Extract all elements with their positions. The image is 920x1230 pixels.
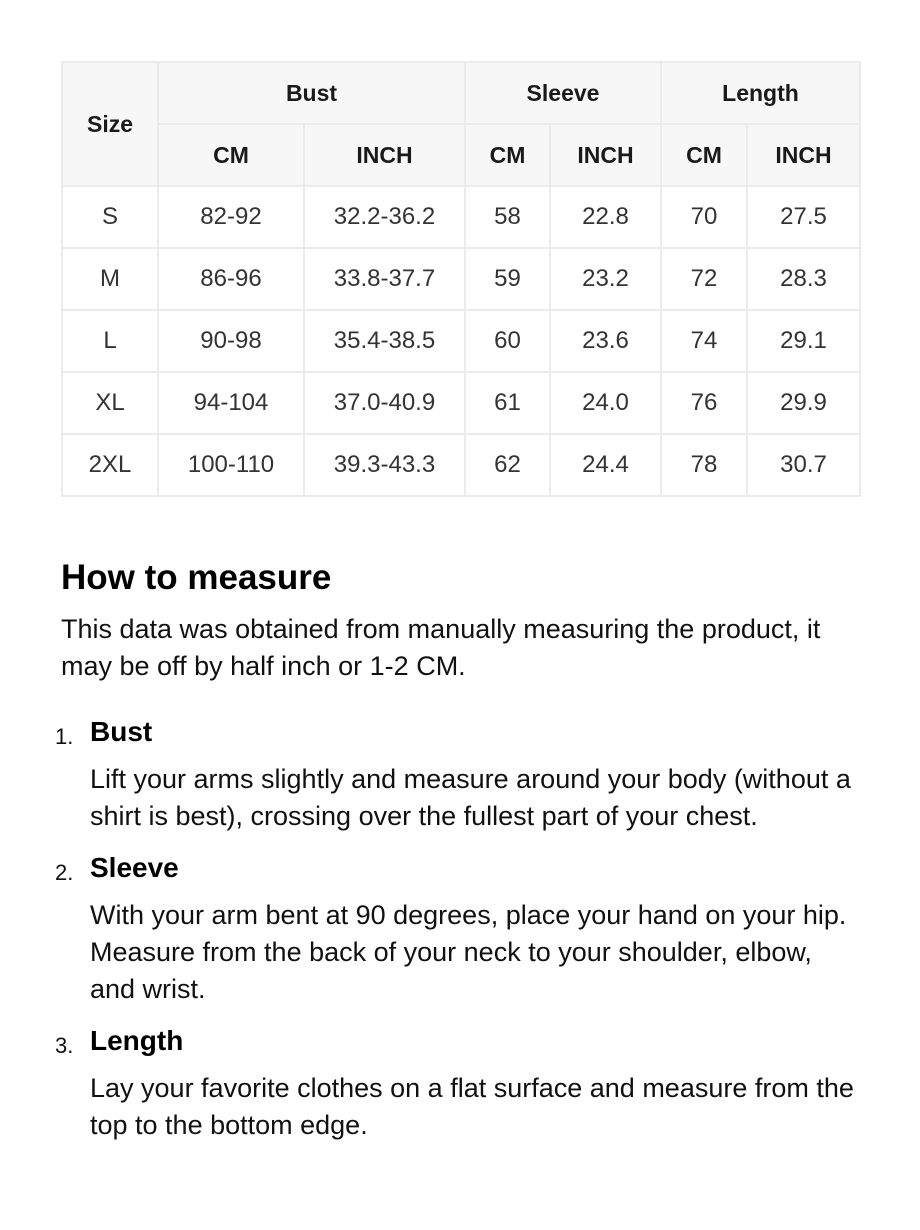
step-sleeve <box>55 851 861 1008</box>
cell-bust-cm: 100-110 <box>158 434 304 496</box>
cell-bust-inch: 39.3-43.3 <box>304 434 465 496</box>
intro-text: This data was obtained from manually measuring the product, it may be off by half inch or 1-2 CM. <box>61 614 821 681</box>
cell-length-cm: 70 <box>661 186 747 248</box>
how-to-measure-section <box>55 555 861 1160</box>
cell-bust-inch: 37.0-40.9 <box>304 372 465 434</box>
cell-bust-cm: 86-96 <box>158 248 304 310</box>
cell-length-inch: 29.9 <box>747 372 860 434</box>
cell-sleeve-inch: 24.0 <box>550 372 661 434</box>
cell-length-cm: 74 <box>661 310 747 372</box>
cell-length-cm: 78 <box>661 434 747 496</box>
step-description: Lay your favorite clothes on a flat surface and measure from the top to the bottom edge. <box>90 1073 854 1140</box>
header-length: Length <box>661 62 860 124</box>
cell-size: XL <box>62 372 158 434</box>
cell-length-cm: 72 <box>661 248 747 310</box>
measure-steps-list <box>55 715 861 1144</box>
cell-sleeve-inch: 22.8 <box>550 186 661 248</box>
cell-bust-inch: 32.2-36.2 <box>304 186 465 248</box>
table-row <box>62 248 860 310</box>
cell-size: S <box>62 186 158 248</box>
cell-bust-inch: 35.4-38.5 <box>304 310 465 372</box>
cell-sleeve-inch: 23.2 <box>550 248 661 310</box>
cell-length-inch: 28.3 <box>747 248 860 310</box>
step-bust <box>55 715 861 835</box>
table-row <box>62 310 860 372</box>
table-row <box>62 372 860 434</box>
step-title: Length <box>90 1025 184 1056</box>
header-bust-inch: INCH <box>304 124 465 186</box>
cell-sleeve-cm: 60 <box>465 310 550 372</box>
table-header-row-groups <box>62 62 860 124</box>
cell-length-inch: 27.5 <box>747 186 860 248</box>
header-sleeve: Sleeve <box>465 62 661 124</box>
header-length-inch: INCH <box>747 124 860 186</box>
cell-sleeve-cm: 58 <box>465 186 550 248</box>
table-header-row-units <box>62 124 860 186</box>
header-bust: Bust <box>158 62 465 124</box>
step-description: Lift your arms slightly and measure around your body (without a shirt is best), crossing over the fullest part of your chest. <box>90 764 851 831</box>
section-title: How to measure <box>61 558 332 597</box>
step-title: Sleeve <box>90 852 179 883</box>
cell-sleeve-cm: 61 <box>465 372 550 434</box>
cell-size: 2XL <box>62 434 158 496</box>
size-chart-table <box>61 61 861 497</box>
cell-sleeve-inch: 24.4 <box>550 434 661 496</box>
cell-bust-inch: 33.8-37.7 <box>304 248 465 310</box>
step-length <box>55 1024 861 1144</box>
table-row <box>62 186 860 248</box>
cell-length-inch: 30.7 <box>747 434 860 496</box>
cell-size: L <box>62 310 158 372</box>
header-length-cm: CM <box>661 124 747 186</box>
cell-sleeve-inch: 23.6 <box>550 310 661 372</box>
header-sleeve-inch: INCH <box>550 124 661 186</box>
step-number: 2. <box>55 860 74 885</box>
cell-bust-cm: 82-92 <box>158 186 304 248</box>
step-description: With your arm bent at 90 degrees, place your hand on your hip. Measure from the back of your neck to your shoulder, elbow, and wrist. <box>90 900 847 1004</box>
header-bust-cm: CM <box>158 124 304 186</box>
cell-bust-cm: 94-104 <box>158 372 304 434</box>
table-row <box>62 434 860 496</box>
header-size: Size <box>62 62 158 186</box>
cell-bust-cm: 90-98 <box>158 310 304 372</box>
cell-sleeve-cm: 59 <box>465 248 550 310</box>
cell-size: M <box>62 248 158 310</box>
step-title: Bust <box>90 716 153 747</box>
header-sleeve-cm: CM <box>465 124 550 186</box>
step-number: 3. <box>55 1033 74 1058</box>
cell-sleeve-cm: 62 <box>465 434 550 496</box>
step-number: 1. <box>55 724 74 749</box>
cell-length-inch: 29.1 <box>747 310 860 372</box>
cell-length-cm: 76 <box>661 372 747 434</box>
